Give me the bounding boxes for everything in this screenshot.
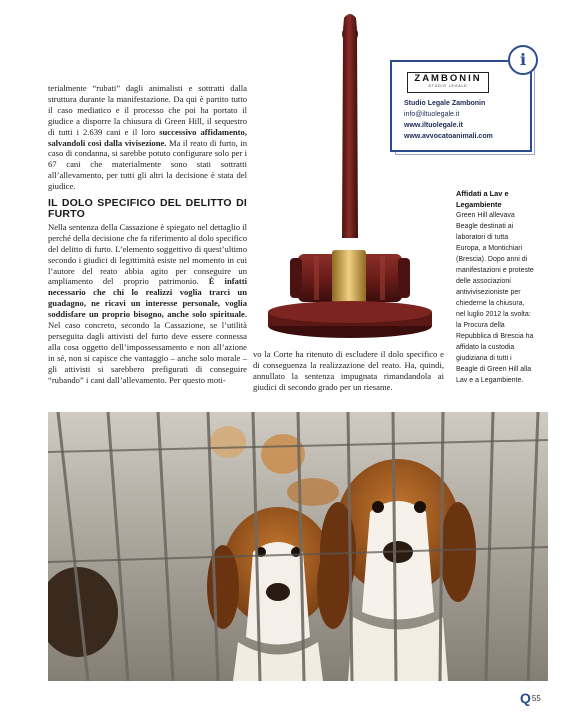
email-link[interactable]: info@iltuolegale.it <box>404 111 460 118</box>
sound-block-top <box>268 301 432 323</box>
zambonin-logo: ZAMBONIN STUDIO LEGALE <box>407 72 489 93</box>
page-number: 55 <box>531 694 541 703</box>
sidebar-title: Affidati a Lav e Legambiente <box>456 189 509 209</box>
gavel-handle <box>342 14 358 238</box>
gavel-head-left-cap <box>290 258 302 298</box>
section-heading: IL DOLO SPECIFICO DEL DELITTO DI FURTO <box>48 197 247 220</box>
firm-name: Studio Legale Zambonin <box>404 100 486 107</box>
infobox-contact-lines <box>404 98 528 142</box>
bold-phrase: È infatti necessario che chi lo realizzi voglia trarci un guadagno, ne ricavi un interesse personale, voglia soddisfare un proprio bisogno, anche solo spirituale. <box>48 276 247 320</box>
website-link-2[interactable]: www.avvocatoanimali.com <box>404 133 493 140</box>
sidebar-box <box>456 189 534 386</box>
info-icon: i <box>508 45 538 75</box>
magazine-logo-mark: Q <box>520 690 531 706</box>
article-paragraph-1: terialmente “rubati” dagli animalisti e sottratti dalla struttura durante la manifestazione. Da qui è partito tutto il caso mediatico e il processo che poi ha portato il giudice a disporre la chiusura di Green Hill, il sequestro di tutti i 2.639 cani e il loro successivo affidamento, salvandoli così dalla vivisezione. Ma il reato di furto, in caso di condanna, si sarebbe potuto configurare solo per i 67 cani che materialmente sono stati sottratti all’allevamento, per tutti gli altri la decisione è stata del giudice. <box>48 83 247 192</box>
sidebar-body: Green Hill allevava Beagle destinati ai laboratori di tutta Europa, a Montichiari (Brescia). Dopo anni di manifestazioni e proteste delle associazioni antivivisezioniste per chiederne la chiusura, nel luglio 2012 la svolta: la Procura della Repubblica di Brescia ha affidato la custodia giudiziaria di tutti i Beagle di Green Hill alla Lav e a Legambiente. <box>456 212 534 384</box>
gavel-head-right-cap <box>398 258 410 298</box>
page-footer <box>520 690 541 708</box>
article-paragraph-2: Nella sentenza della Cassazione è spiegato nel dettaglio il perché della decisione che fa riferimento al dolo specifico del delitto di furto. L’elemento soggettivo di quest’ultimo secondo i giudici di legittimità esiste nel momento in cui l’autore del reato abbia agito per conseguire un ampliamento del proprio patrimonio. È infatti necessario che chi lo realizzi voglia trarci un guadagno, ne ricavi un interesse personale, voglia soddisfare un proprio bisogno, anche solo spirituale. Nel caso concreto, secondo la Cassazione, se l’utilità perseguita dagli attivisti del furto deve essere connessa alla cosa oggetto dell’impossessamento e non all’azione in sé, non si capisce che vantaggio – anche solo morale – gli attivisti si sarebbero prefigurati di conseguire “rubando” i cani dall’allevamento. Per questo moti- <box>48 221 247 385</box>
article-continuation: vo la Corte ha ritenuto di escludere il dolo specifico e di conseguenza la realizzazione del reato. Ha, quindi, annullato la sentenza impugnata rimandandola ai giudici di secondo grado per un riesame. <box>253 349 444 392</box>
beagles-in-cage-photo <box>48 412 548 681</box>
gavel-brass-band <box>332 250 366 306</box>
bold-phrase: successivo affidamento, salvandoli così dalla vivisezione. <box>48 126 247 148</box>
gavel-illustration <box>262 8 438 343</box>
article-main-column <box>48 83 247 385</box>
law-firm-infobox <box>390 60 532 152</box>
website-link-1[interactable]: www.iltuolegale.it <box>404 122 463 129</box>
